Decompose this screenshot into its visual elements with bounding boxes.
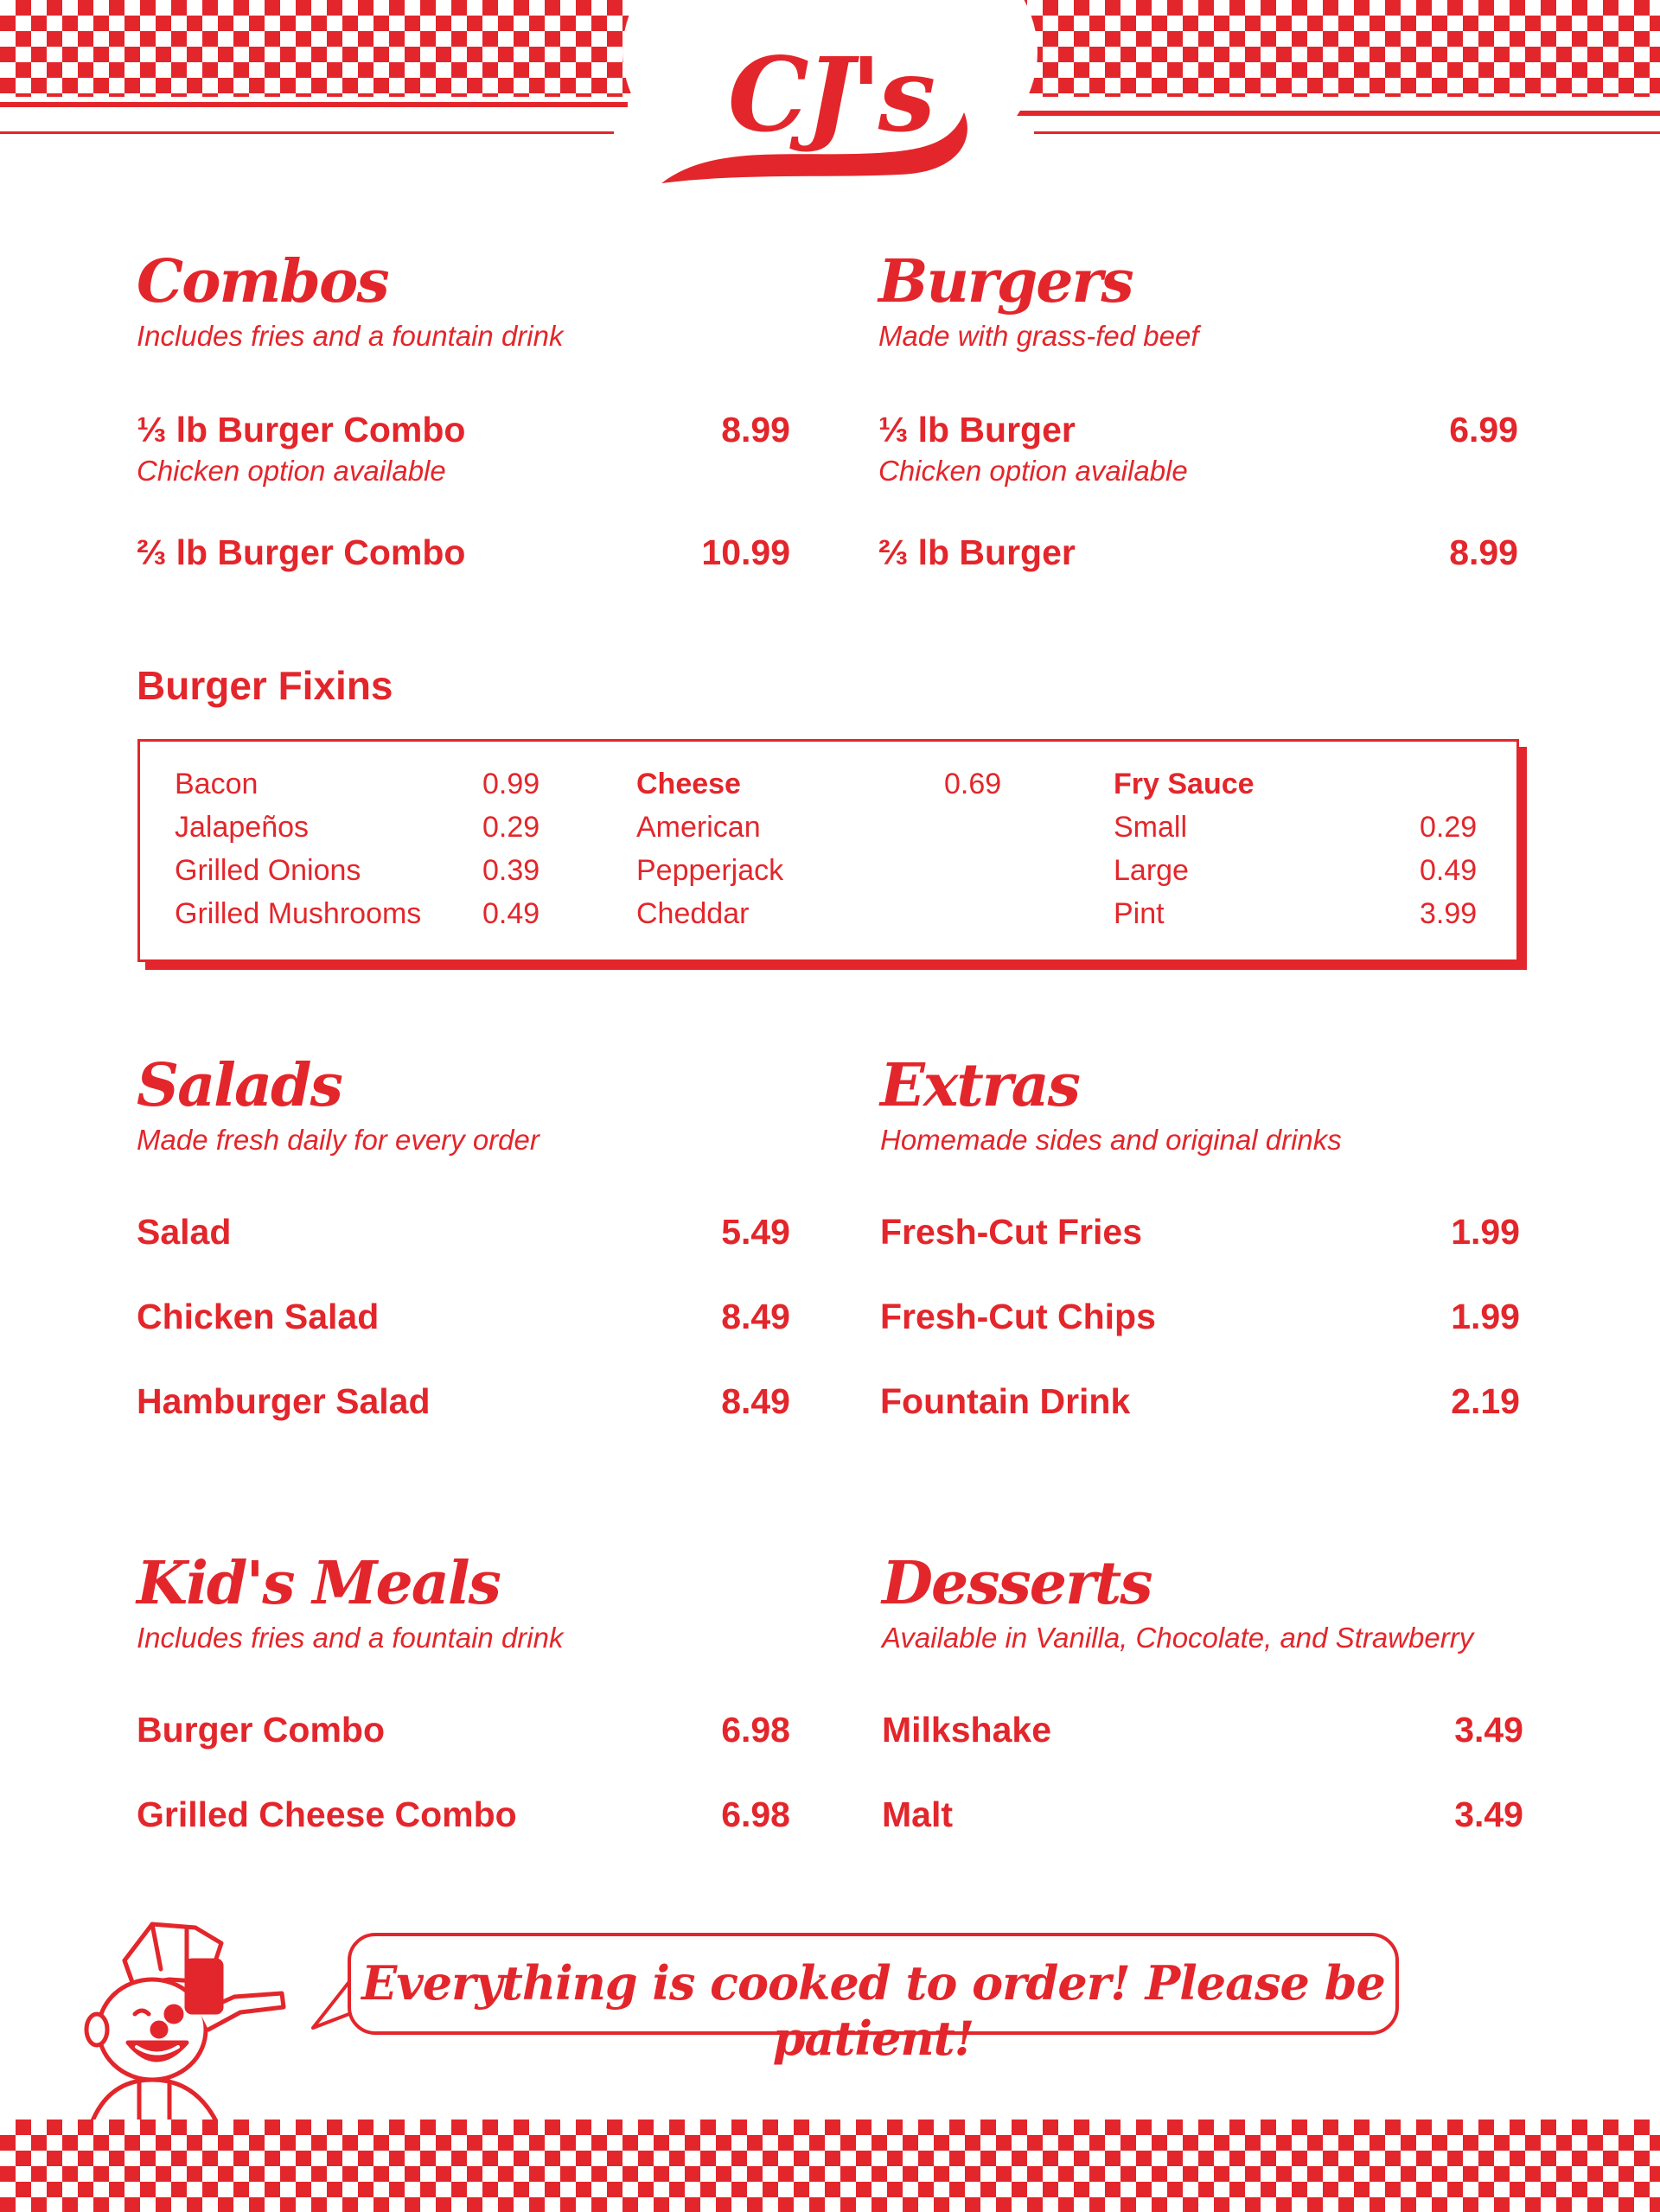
item-price: 2.19 [1451,1381,1520,1421]
cheese-price: 0.69 [944,768,1002,800]
item-name: ⅓ lb Burger Combo [137,410,466,449]
section-extras [880,1051,1520,1421]
item-price: 1.99 [1451,1212,1520,1252]
header-rule-left-thin [0,131,614,134]
logo-text: CJ's [727,35,933,155]
brand-logo [657,26,1003,199]
item-name: ⅔ lb Burger Combo [137,532,466,572]
fry-sauce-size: Large [1114,854,1189,887]
section-title: Salads [137,1051,342,1120]
section-title: Burgers [878,247,1133,316]
section-title: Kid's Meals [137,1549,500,1618]
item-price: 5.49 [721,1212,790,1252]
item-price: 8.49 [721,1297,790,1336]
item-price: 6.99 [1449,410,1518,449]
item-name: Fresh-Cut Chips [880,1297,1156,1336]
cheese-option: Cheddar [636,897,750,930]
fry-sauce-size: Small [1114,811,1188,844]
fixins-box [137,739,1519,962]
item-name: Grilled Cheese Combo [137,1794,517,1834]
fixin-price: 0.49 [482,897,540,930]
fixin-price: 0.99 [482,768,540,800]
item-price: 8.49 [721,1381,790,1421]
cheese-option: American [636,811,761,844]
fry-sauce-price: 3.99 [1420,897,1478,930]
item-price: 6.98 [721,1710,790,1750]
header-rule-right [1017,111,1660,116]
item-note: Chicken option available [878,455,1188,487]
fixin-price: 0.29 [482,811,540,844]
item-name: ⅔ lb Burger [878,532,1076,572]
fry-sauce-price: 0.49 [1420,854,1478,887]
footer-message: Everything is cooked to order! Please be patient! [361,1955,1385,2066]
section-burgers [878,247,1518,581]
header-rule-right-thin [1034,131,1660,134]
fry-sauce-heading: Fry Sauce [1114,768,1255,800]
section-desserts [882,1549,1523,1848]
item-price: 3.49 [1454,1710,1523,1750]
item-price: 8.99 [1449,532,1518,572]
fixin-name: Grilled Onions [175,854,361,887]
item-name: Malt [882,1794,953,1834]
section-title: Desserts [882,1549,1152,1618]
fry-sauce-price: 0.29 [1420,811,1478,844]
fixin-name: Bacon [175,768,259,800]
cheese-option: Pepperjack [636,854,784,887]
section-salads [137,1051,790,1421]
item-note: Chicken option available [137,455,446,487]
item-name: Chicken Salad [137,1297,380,1336]
item-price: 1.99 [1451,1297,1520,1336]
section-subtitle: Made with grass-fed beef [878,320,1199,352]
item-name: Fresh-Cut Fries [880,1212,1142,1252]
fixin-name: Jalapeños [175,811,310,844]
item-price: 3.49 [1454,1794,1523,1834]
fixins-title: Burger Fixins [137,663,393,708]
item-price: 8.99 [721,410,790,449]
section-subtitle: Homemade sides and original drinks [880,1124,1342,1156]
item-name: Fountain Drink [880,1381,1131,1421]
section-subtitle: Includes fries and a fountain drink [137,320,564,352]
speech-bubble [348,1933,1399,2066]
checker-border-bottom [0,2120,1660,2212]
section-combos [137,247,790,581]
section-subtitle: Includes fries and a fountain drink [137,1622,564,1654]
item-price: 6.98 [721,1794,790,1834]
item-name: Salad [137,1212,232,1252]
cheese-heading: Cheese [636,768,741,800]
item-name: ⅓ lb Burger [878,410,1076,449]
section-subtitle: Available in Vanilla, Chocolate, and Strawberry [882,1622,1474,1654]
fixin-price: 0.39 [482,854,540,887]
header-rule-left [0,102,628,107]
item-name: Hamburger Salad [137,1381,431,1421]
fixin-name: Grilled Mushrooms [175,897,422,930]
item-name: Burger Combo [137,1710,385,1750]
item-price: 10.99 [701,532,790,572]
section-title: Extras [880,1051,1079,1120]
section-title: Combos [137,247,388,316]
section-kids-meals [137,1549,790,1848]
item-name: Milkshake [882,1710,1051,1750]
fry-sauce-size: Pint [1114,897,1165,930]
section-subtitle: Made fresh daily for every order [137,1124,540,1156]
winking-chef-mascot-icon [57,1917,308,2125]
